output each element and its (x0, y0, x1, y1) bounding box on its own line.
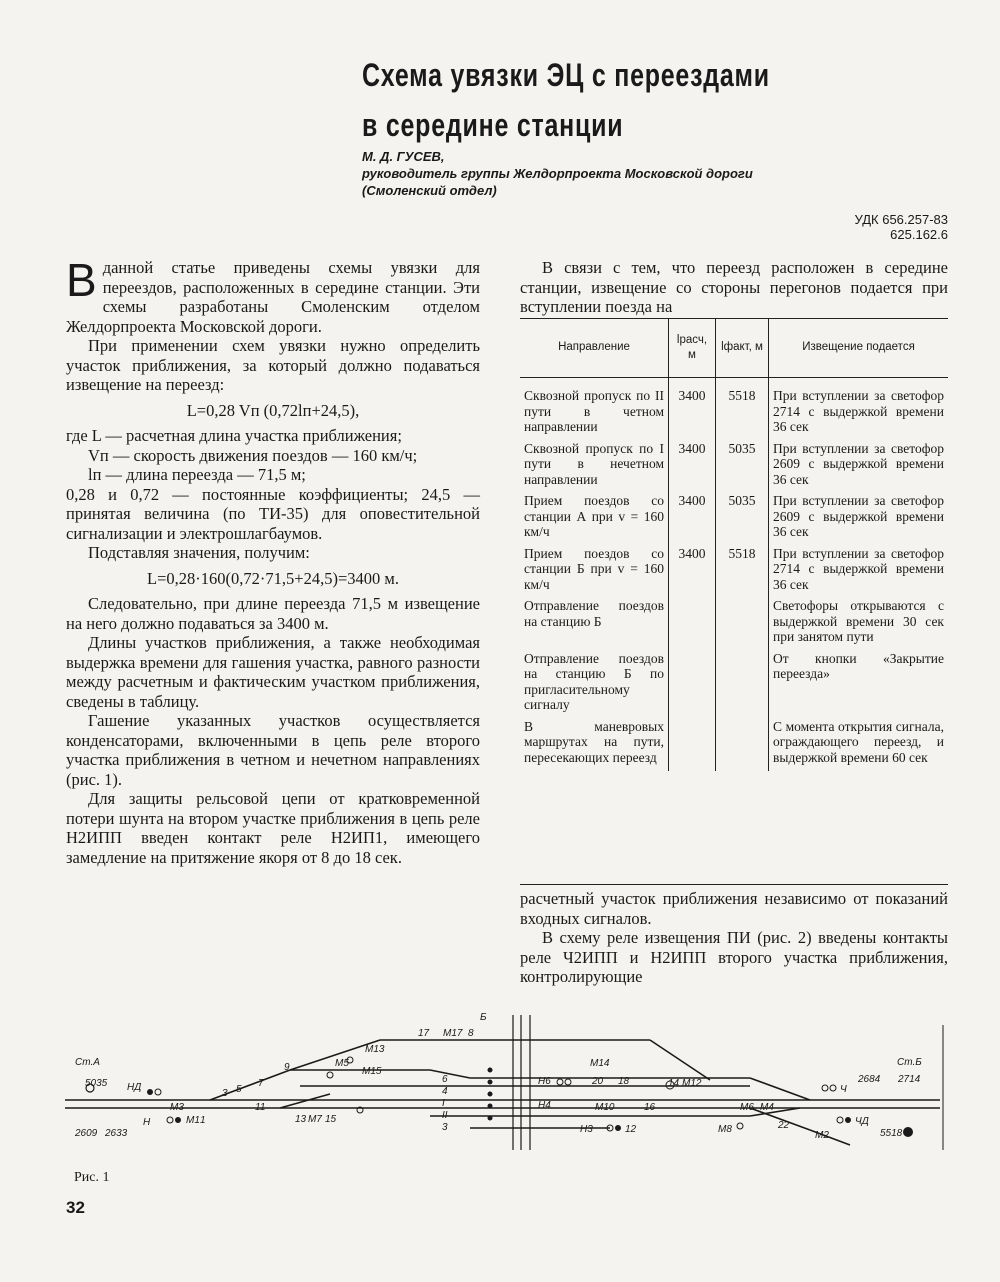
table-row (520, 546, 948, 599)
label-switch: 14 (668, 1078, 680, 1089)
label-signal: М5 (335, 1058, 349, 1069)
table-cell: Прием поездов со станции Б при v = 160 км/ч (524, 545, 664, 592)
label-signal: НД (127, 1082, 142, 1093)
label-signal: Ч (840, 1084, 847, 1095)
figure-caption: Рис. 1 (74, 1170, 110, 1185)
paragraph-intro (66, 254, 480, 336)
label-switch: 13 (295, 1114, 307, 1125)
table-cell: 3400 (669, 493, 716, 546)
left-column (66, 254, 480, 867)
table-cell: Сквозной пропуск по I пути в нечетном направлении (524, 440, 664, 487)
label-switch: 16 (644, 1102, 656, 1113)
udk-line-2: 625.162.6 (890, 227, 948, 242)
article-title (362, 50, 799, 150)
track-diagram (50, 1010, 970, 1160)
label-switch: 7 (258, 1078, 264, 1089)
header-l-fact: lфакт, м (716, 319, 769, 378)
label-signal: М3 (170, 1102, 184, 1113)
label-signal: М12 (682, 1078, 702, 1089)
label-signal: М17 (443, 1028, 463, 1039)
table-cell: 3400 (669, 546, 716, 599)
table-cell: Отправление поездов на станцию Б по пригласительному сигналу (524, 650, 664, 712)
label-signal: Н3 (580, 1124, 593, 1135)
label-signal: 5518 (880, 1128, 903, 1139)
title-line-1: Схема увязки ЭЦ с переездами (362, 57, 770, 93)
table-cell: 5518 (716, 546, 769, 599)
paragraph: Следовательно, при длине переезда 71,5 м извещение на него должно подаваться за 3400 м. (66, 594, 480, 633)
drop-cap: В (66, 254, 97, 306)
formula: L=0,28 Vп (0,72lп+24,5), (186, 400, 360, 420)
table-row (520, 651, 948, 719)
table-cell (669, 719, 716, 772)
header-direction: Направление (520, 319, 669, 378)
table-cell (716, 598, 769, 651)
paragraph: где L — расчетная длина участка приближения; (66, 426, 402, 445)
right-column-bottom (520, 884, 948, 987)
label-switch: 12 (625, 1124, 637, 1135)
udk-line-1: УДК 656.257-83 (854, 212, 948, 227)
table-cell (669, 598, 716, 651)
paragraph: 0,28 и 0,72 — постоянные коэффициенты; 24,5 — принятая величина (по ТИ-35) для оповестительной сигнализации и электрошлагбаумов. (66, 484, 480, 543)
table-cell: 5518 (716, 378, 769, 441)
label-track: 4 (442, 1086, 448, 1097)
paragraph: Для защиты рельсовой цепи от кратковременной потери шунта на втором участке приближения в цепь реле Н2ИПП введен контакт реле Н2ИП1, имеющего замедление на притяжение якоря от 8 до 18 сек. (66, 789, 480, 867)
label-signal: ЧД (855, 1116, 869, 1127)
table-cell: При вступлении за светофор 2609 с выдержкой времени 36 сек (769, 493, 949, 546)
label-signal: М8 (718, 1124, 732, 1135)
author-dept: (Смоленский отдел) (362, 183, 497, 198)
label-signal: М1 (186, 1115, 200, 1126)
label-switch: 18 (618, 1076, 630, 1087)
label-signal: М14 (590, 1058, 610, 1069)
header-notice: Извещение подается (769, 319, 949, 378)
paragraph: При применении схем увязки нужно определить участок приближения, за который должно подаваться извещение на переезд: (66, 336, 480, 394)
label-switch: 1 (200, 1115, 206, 1126)
label-signal: 2633 (105, 1128, 128, 1139)
diagram-labels (74, 1012, 922, 1141)
label-switch: 8 (468, 1028, 474, 1039)
label-switch: 17 (418, 1028, 430, 1039)
paragraph: В схему реле извещения ПИ (рис. 2) введены контакты реле Ч2ИПП и Н2ИПП второго участка приближения, контролирующие (520, 928, 948, 986)
label-switch: 15 (325, 1114, 337, 1125)
table-row (520, 493, 948, 546)
paragraph: Vп — скорость движения поездов — 160 км/ч; (88, 445, 418, 465)
label-signal: М13 (365, 1044, 385, 1055)
table-row (520, 378, 948, 441)
author-position: руководитель группы Желдорпроекта Московской дороги (362, 166, 753, 181)
page-number: 32 (66, 1198, 85, 1217)
label-station-a: Ст.А (75, 1057, 100, 1068)
paragraph: Длины участков приближения, а также необходимая выдержка времени для гашения участка, равного разности между расчетным и фактическим участком приближения, сведены в таблицу. (66, 633, 480, 711)
author-block (362, 148, 922, 199)
label-station-b: Ст.Б (897, 1057, 922, 1068)
label-signal: Н6 (538, 1076, 551, 1087)
label-switch: 9 (284, 1062, 290, 1073)
table-cell: В маневровых маршрутах на пути, пересекающих переезд (524, 718, 664, 765)
paragraph: расчетный участок приближения независимо от показаний входных сигналов. (520, 889, 948, 928)
table-cell: При вступлении за светофор 2714 с выдержкой времени 36 сек (769, 546, 949, 599)
label-signal: М6 (740, 1102, 754, 1113)
paragraph: Гашение указанных участков осуществляется конденсаторами, включенными в цепь реле второго участка приближения в четном и нечетном направлениях (рис. 1). (66, 711, 480, 789)
table-cell (716, 719, 769, 772)
label-signal: 5035 (85, 1078, 108, 1089)
label-signal: М4 (760, 1102, 774, 1113)
table-cell: При вступлении за светофор 2714 с выдержкой времени 36 сек (769, 378, 949, 441)
table-row (520, 441, 948, 494)
table-cell: Отправление поездов на станцию Б (524, 598, 664, 629)
title-line-2: в середине станции (362, 107, 624, 143)
label-switch: 22 (778, 1120, 790, 1131)
paragraph: Подставляя значения, получим: (88, 543, 310, 562)
data-table (520, 318, 948, 771)
table-cell: 5035 (716, 441, 769, 494)
table-cell (669, 651, 716, 719)
table-cell (716, 651, 769, 719)
paragraph-text: данной статье приведены схемы увязки для переездов, расположенных в середине станции. Эти схемы разработаны Смоленским отделом Желдорпроекта Московской дороги. (66, 258, 480, 336)
author-name: М. Д. ГУСЕВ, (362, 149, 445, 164)
label-crossing: Б (480, 1012, 487, 1023)
label-track: II (442, 1110, 448, 1121)
table-cell: 5035 (716, 493, 769, 546)
paragraph: В связи с тем, что переезд расположен в середине станции, извещение со стороны перегонов подается при вступлении поезда на (520, 258, 948, 316)
data-table-wrapper (520, 318, 948, 771)
table-cell: От кнопки «Закрытие переезда» (769, 651, 949, 719)
label-signal: Н4 (538, 1100, 551, 1111)
right-column (520, 258, 948, 317)
table-cell: При вступлении за светофор 2609 с выдержкой времени 36 сек (769, 441, 949, 494)
table-row (520, 719, 948, 772)
label-signal: М7 (308, 1114, 322, 1125)
label-signal: Н (143, 1117, 151, 1128)
label-signal: М10 (595, 1102, 615, 1113)
label-switch: 20 (592, 1076, 604, 1087)
label-signal: 2609 (75, 1128, 98, 1139)
label-track: 6 (442, 1074, 448, 1085)
table-cell: 3400 (669, 378, 716, 441)
label-track: I (442, 1098, 445, 1109)
label-signal: М15 (362, 1066, 382, 1077)
formula: L=0,28·160(0,72·71,5+24,5)=3400 м. (147, 568, 399, 588)
table-cell: С момента открытия сигнала, ограждающего переезд, и выдержкой времени 60 сек (769, 719, 949, 772)
table-cell: 3400 (669, 441, 716, 494)
table-cell: Сквозной пропуск по II пути в четном направлении (524, 388, 664, 434)
label-switch: 5 (236, 1084, 242, 1095)
udk-code (780, 212, 948, 242)
label-signal: М2 (815, 1130, 829, 1141)
label-switch: 11 (255, 1102, 266, 1113)
label-signal: 2714 (898, 1074, 921, 1085)
table-row (520, 598, 948, 651)
paragraph: lп — длина переезда — 71,5 м; (88, 465, 306, 484)
label-signal: 2684 (858, 1074, 881, 1085)
label-switch: 3 (222, 1088, 228, 1099)
label-track: 3 (442, 1122, 448, 1133)
header-l-calc: lрасч, м (669, 319, 716, 378)
table-cell: Светофоры открываются с выдержкой времени 30 сек при занятом пути (769, 598, 949, 651)
table-cell: Прием поездов со станции А при v = 160 км/ч (524, 493, 664, 539)
table-header-row (520, 319, 948, 378)
